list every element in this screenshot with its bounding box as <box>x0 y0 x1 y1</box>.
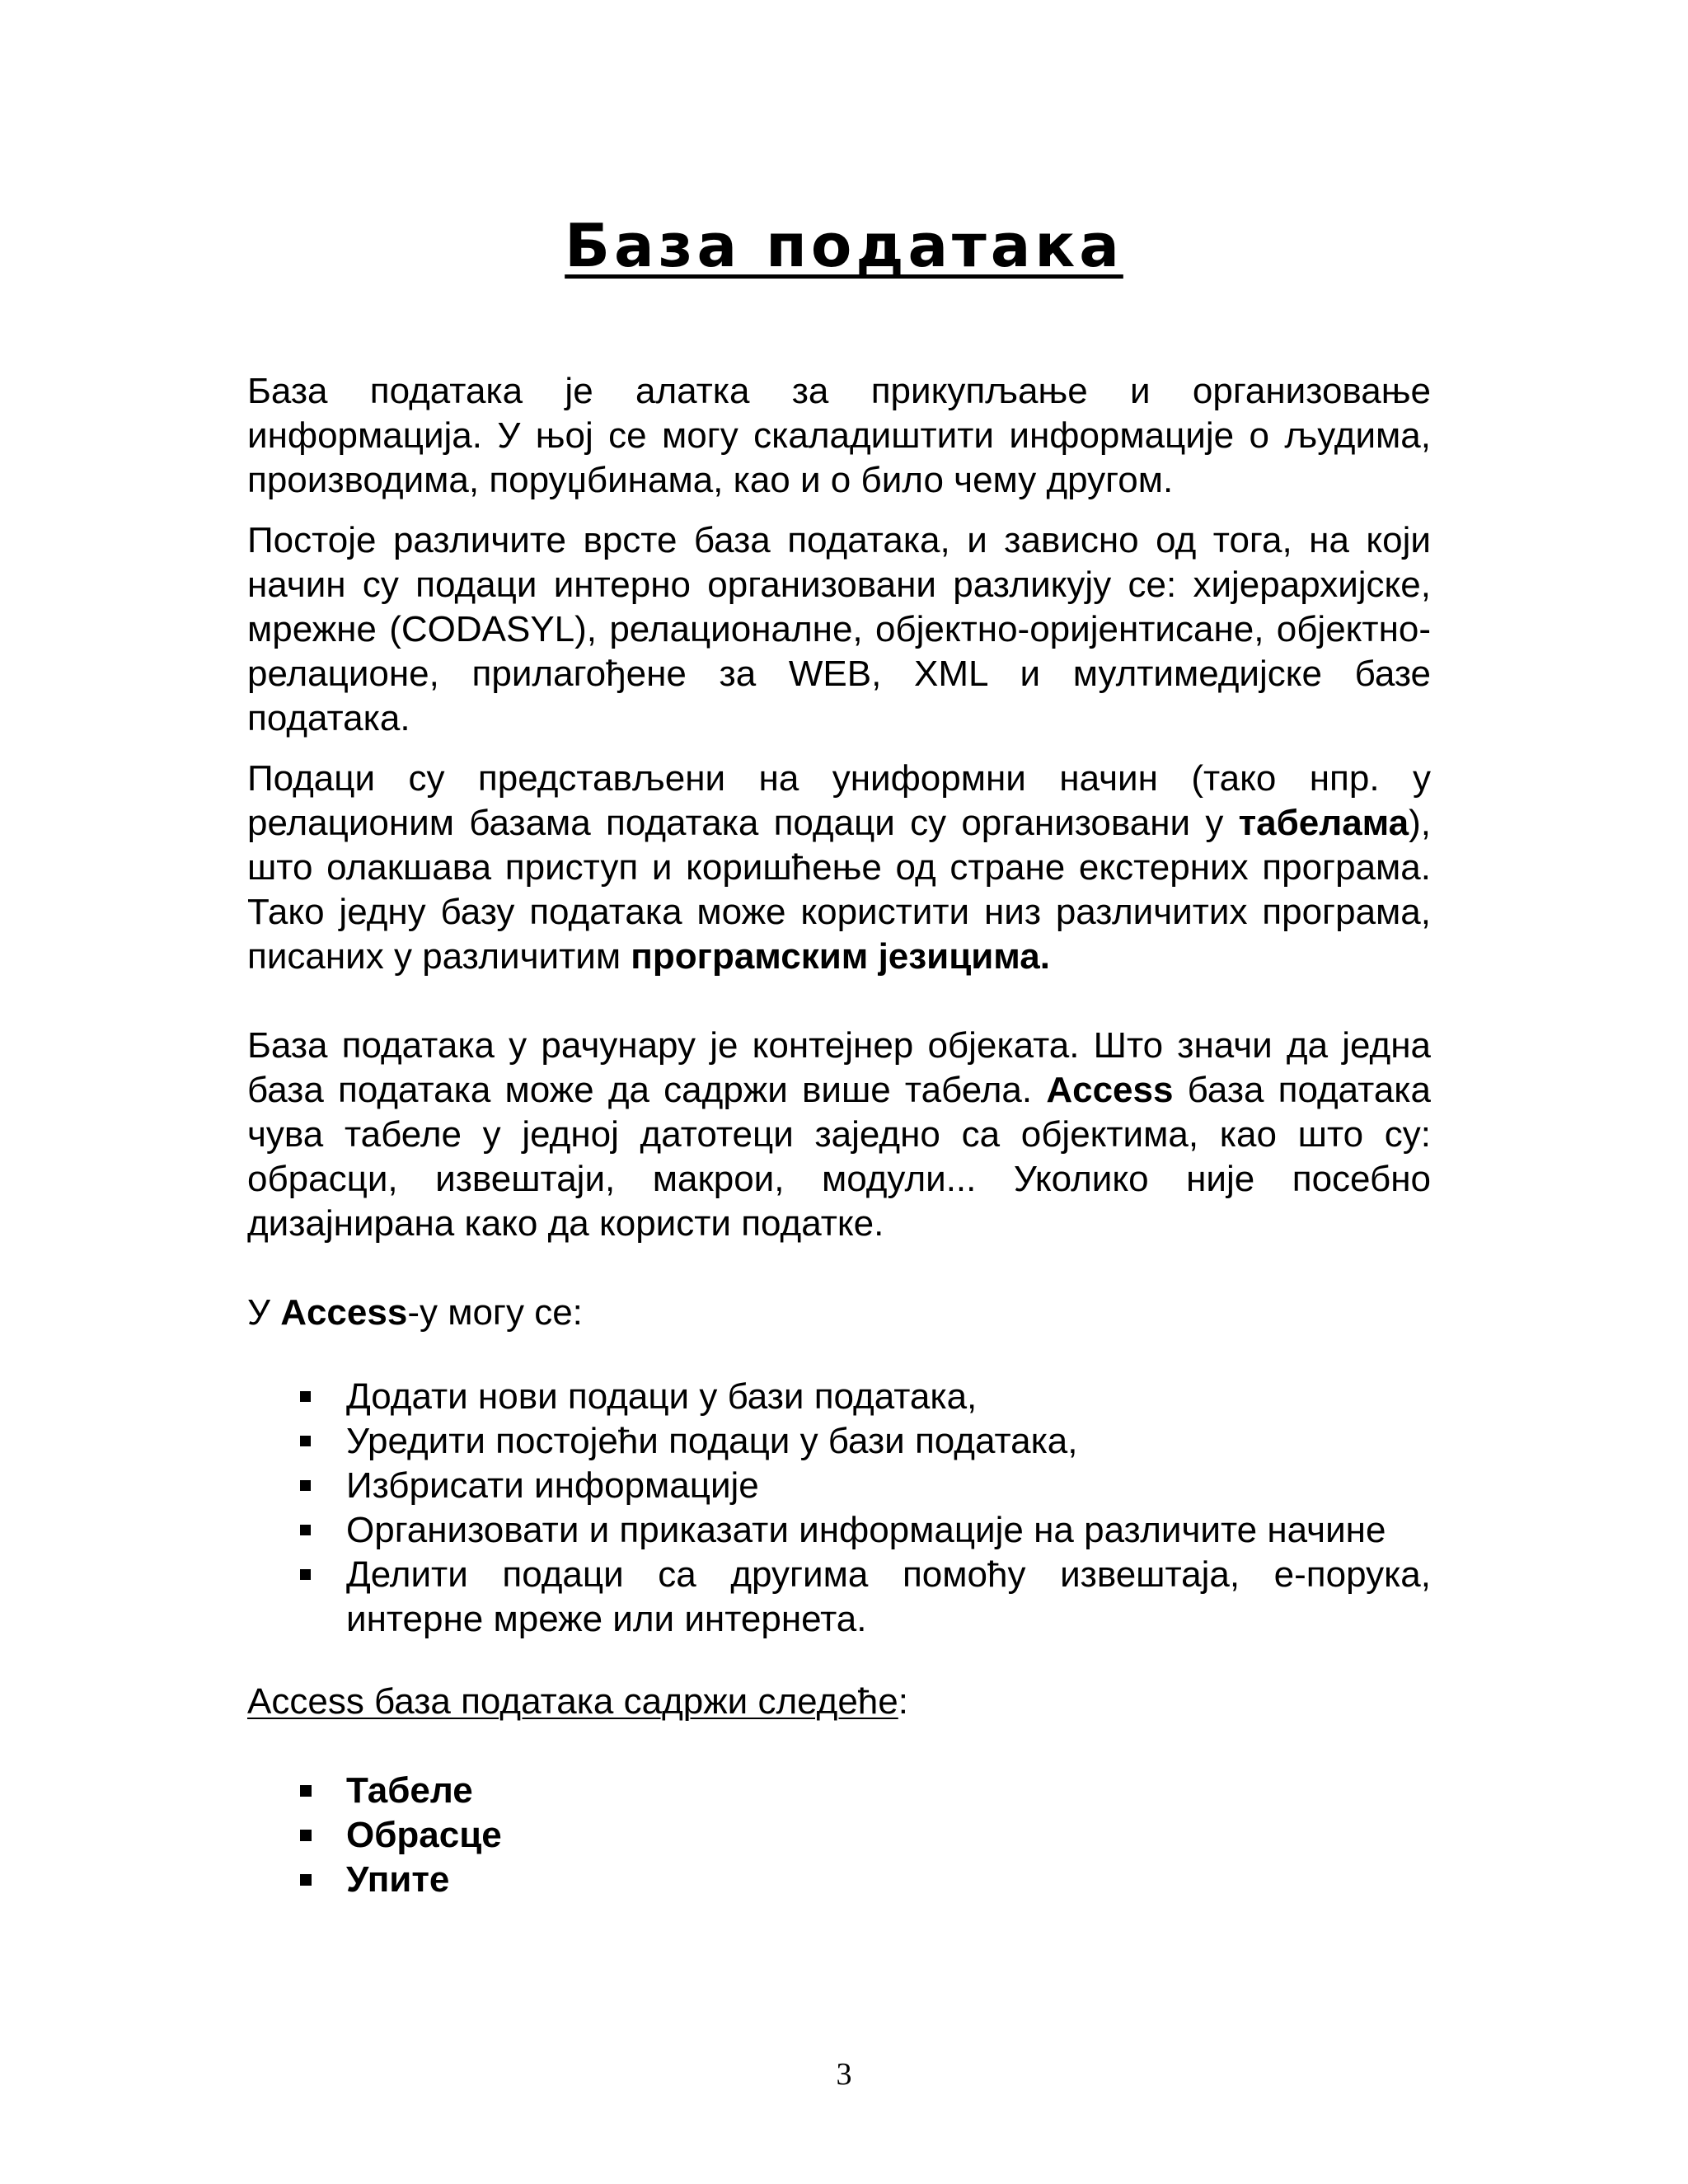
square-bullet-icon <box>300 1569 311 1580</box>
square-bullet-icon <box>300 1391 311 1402</box>
list-item <box>247 1553 1431 1642</box>
list-item-text: Организовати и приказати информације на различите начине <box>346 1510 1386 1550</box>
list-item <box>247 1813 1431 1858</box>
square-bullet-icon <box>300 1830 312 1841</box>
list-item <box>247 1464 1431 1508</box>
paragraph-access-can-text-c: -у могу се: <box>407 1292 583 1333</box>
square-bullet-icon <box>300 1874 312 1886</box>
square-bullet-icon <box>300 1785 312 1797</box>
bold-term-tables: табелама <box>1238 803 1409 843</box>
square-bullet-icon <box>300 1436 311 1446</box>
bold-term-access-2: Access <box>280 1292 408 1333</box>
list-item <box>247 1419 1431 1464</box>
contains-heading-text: Access база података садржи следеће <box>247 1681 898 1722</box>
contains-heading <box>247 1680 1431 1724</box>
paragraph-uniform-text-a: Подаци су представљени на униформни начин (тако нпр. у релационим базама података подаци су организовани у <box>247 758 1431 843</box>
list-item-text: Табеле <box>346 1770 473 1811</box>
list-item-text: Обрасце <box>346 1815 502 1855</box>
paragraph-container-text-a: База података у рачунару је контејнер објеката. Што значи да једна база података може да садржи више табела. <box>247 1025 1431 1110</box>
can-do-list <box>247 1375 1431 1642</box>
contains-heading-colon: : <box>898 1681 908 1722</box>
paragraph-container <box>247 1024 1431 1246</box>
paragraph-access-can-text-a: У <box>247 1292 281 1333</box>
paragraph-uniform-text-c: ), што олакшава приступ и коришћење од стране екстерних програма. Тако једну базу података може користити низ различитих програма, писаних у различитим <box>247 803 1431 977</box>
list-item-text: Уредити постојећи подаци у бази података, <box>346 1421 1078 1461</box>
bold-term-access: Access <box>1046 1070 1174 1110</box>
page-title <box>0 211 1688 280</box>
list-item-text: Упите <box>346 1859 450 1900</box>
paragraph-types: Постоје различите врсте база података, и зависно од тога, на који начин су подаци интерно организовани разликују се: хијерархијске, мрежне (CODASYL), релационалне, објектно-оријентисане, објектно-релационе, прилагођене за WEB, XML и мултимедијске базе података. <box>247 520 1431 738</box>
list-item <box>247 1769 1431 1813</box>
square-bullet-icon <box>300 1480 311 1491</box>
document-body <box>247 369 1431 1902</box>
square-bullet-icon <box>300 1525 311 1535</box>
paragraph-uniform <box>247 757 1431 979</box>
list-item-text: Делити подаци са другима помоћу извештаја, е-порука, интерне мреже или интернета. <box>346 1554 1431 1639</box>
list-item-text: Избрисати информације <box>346 1465 759 1506</box>
list-item <box>247 1508 1431 1553</box>
bold-term-languages: програмским језицима. <box>631 936 1050 977</box>
list-item <box>247 1858 1431 1902</box>
page-number: 3 <box>836 2057 852 2092</box>
list-item <box>247 1375 1431 1419</box>
page-title-text: База података <box>565 211 1123 280</box>
contains-list <box>247 1769 1431 1902</box>
paragraph-access-can <box>247 1291 1431 1335</box>
paragraph-container-text-c: база података чува табеле у једној датотеци заједно са објектима, као што су: обрасци, извештаји, макрои, модули... Уколико није посебно дизајнирана како да користи податке. <box>247 1070 1431 1244</box>
paragraph-intro: База података је алатка за прикупљање и организовање информација. У њој се могу скаладиштити информације о људима, производима, поруџбинама, као и о било чему другом. <box>247 371 1431 500</box>
list-item-text: Додати нови подаци у бази података, <box>346 1376 978 1417</box>
